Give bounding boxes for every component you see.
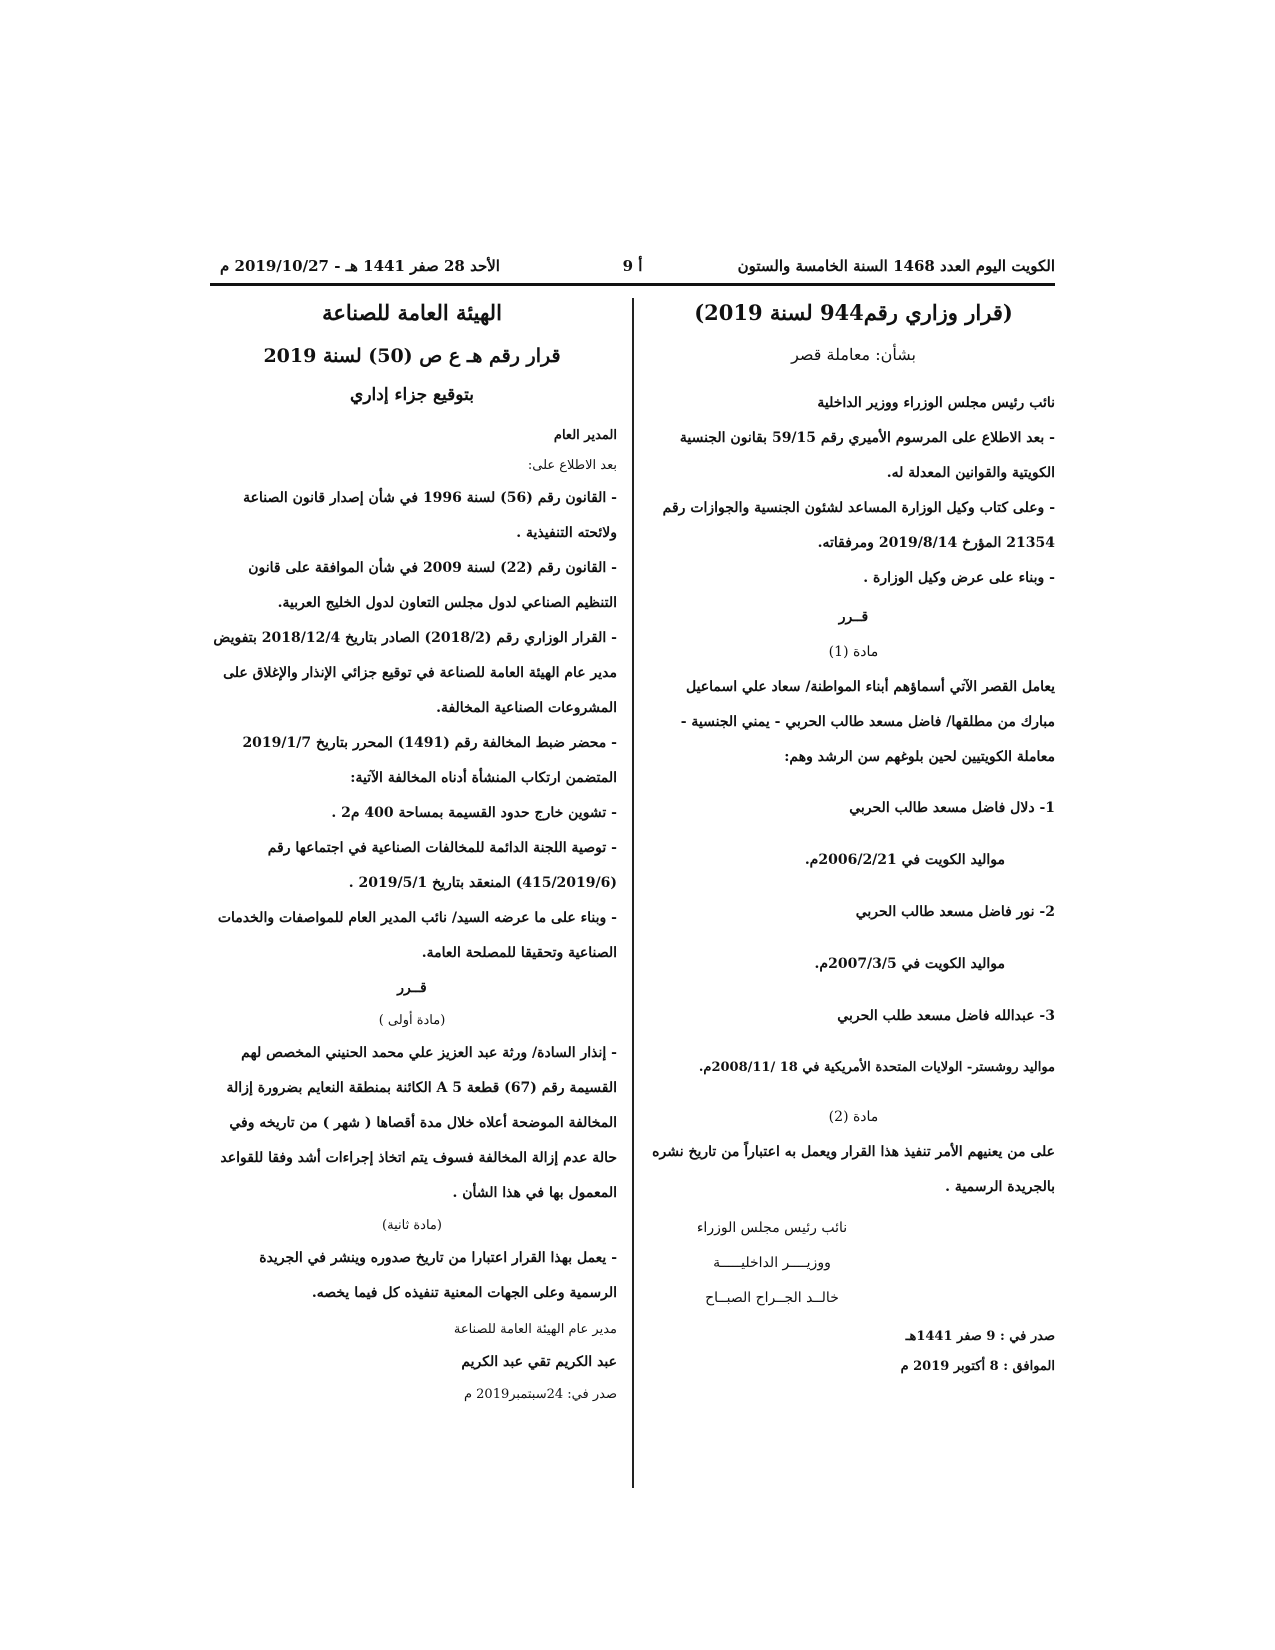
- review-item: - القانون رقم (22) لسنة 2009 في شأن الموافقة على قانون التنظيم الصناعي لدول مجلس التعاون لدول الخليج العربية.: [248, 560, 617, 611]
- signer-title: مدير عام الهيئة العامة للصناعة: [453, 1322, 617, 1337]
- child-birth: مواليد الكويت في 2006/2/21م.: [804, 852, 1005, 868]
- preamble-item: - بعد الاطلاع على المرسوم الأميري رقم 59/15 بقانون الجنسية الكويتية والقوانين المعدلة له.: [679, 430, 1055, 481]
- child-birth: مواليد الكويت في 2007/3/5م.: [814, 956, 1005, 972]
- review-item: - توصية اللجنة الدائمة للمخالفات الصناعية في اجتماعها رقم (415/2019/6) المنعقد بتاريخ 2019/5/1 .: [267, 840, 617, 891]
- child-name: 3- عبدالله فاضل مسعد طلب الحربي: [837, 1008, 1055, 1024]
- article-2-title: (مادة ثانية): [382, 1218, 442, 1233]
- decision-50-column: [207, 300, 617, 1410]
- decision-subject: بشأن: معاملة قصر: [791, 345, 916, 364]
- header-publication: الكويت اليوم العدد 1468 السنة الخامسة والستون: [737, 257, 1055, 275]
- signature-line: ووزيــــر الداخليـــــة: [713, 1255, 831, 1271]
- decided-heading: قــرر: [397, 980, 427, 996]
- review-item: - وبناء على ما عرضه السيد/ نائب المدير العام للمواصفات والخدمات الصناعية وتحقيقا للمصلحة العامة.: [217, 910, 617, 961]
- review-item: - محضر ضبط المخالفة رقم (1491) المحرر بتاريخ 2019/1/7 المتضمن ارتكاب المنشأة أدناه المخالفة الآتية:: [242, 735, 617, 786]
- decision-issuer: نائب رئيس مجلس الوزراء ووزير الداخلية: [817, 395, 1055, 411]
- decision-issuer: المدير العام: [553, 428, 617, 443]
- signature-line: نائب رئيس مجلس الوزراء: [696, 1220, 848, 1236]
- issued-date: صدر في: 24سبتمبر2019 م: [463, 1387, 617, 1402]
- article-2-text: - يعمل بهذا القرار اعتبارا من تاريخ صدوره وينشر في الجريدة الرسمية وعلى الجهات المعنية تنفيذه كل فيما يخصه.: [259, 1250, 617, 1301]
- decision-number: قرار رقم هـ ع ص (50) لسنة 2019: [263, 345, 561, 367]
- header-page-number: أ 9: [622, 257, 643, 275]
- article-2-text: على من يعنيهم الأمر تنفيذ هذا القرار ويعمل به اعتباراً من تاريخ نشره بالجريدة الرسمية .: [652, 1144, 1055, 1195]
- after-review: بعد الاطلاع على:: [527, 458, 617, 473]
- signature-block: [652, 1211, 892, 1316]
- decision-944-column: [652, 300, 1055, 1382]
- article-1-title: (مادة أولى ): [378, 1013, 446, 1028]
- issued-gregorian: الموافق : 8 أكتوبر 2019 م: [900, 1359, 1055, 1374]
- child-birth: مواليد روشستر- الولايات المتحدة الأمريكية في 18 /2008/11م.: [698, 1060, 1055, 1075]
- header-date: الأحد 28 صفر 1441 هـ - 2019/10/27 م: [220, 257, 500, 275]
- decision-title: (قرار وزاري رقم944 لسنة 2019): [694, 300, 1013, 325]
- article-1-text: يعامل القصر الآتي أسماؤهم أبناء المواطنة/ سعاد علي اسماعيل مبارك من مطلقها/ فاضل مسعد طالب الحربي - يمني الجنسية - معاملة الكويتيين لحين بلوغهم سن الرشد وهم:: [680, 679, 1055, 765]
- signature-name: خالــد الجــراح الصبــاح: [705, 1290, 839, 1306]
- article-2-title: مادة (2): [828, 1109, 879, 1125]
- page-header: [210, 253, 1055, 286]
- signer-name: عبد الكريم تقي عبد الكريم: [461, 1354, 617, 1370]
- review-item: - تشوين خارج حدود القسيمة بمساحة 400 م2 .: [331, 805, 617, 821]
- column-divider: [632, 298, 634, 1488]
- article-1-text: - إنذار السادة/ ورثة عبد العزيز علي محمد الحنيني المخصص لهم القسيمة رقم (67) قطعة A 5 الكائنة بمنطقة النعايم بضرورة إزالة المخالفة الموضحة أعلاه خلال مدة أقصاها ( شهر ) من تاريخه وفي حالة عدم إزالة المخالفة فسوف يتم اتخاذ إجراءات أشد وفقا للقواعد المعمول بها في هذا الشأن .: [220, 1045, 617, 1201]
- review-item: - القانون رقم (56) لسنة 1996 في شأن إصدار قانون الصناعة ولائحته التنفيذية .: [243, 490, 617, 541]
- decided-heading: قــرر: [838, 609, 869, 625]
- issued-hijri: صدر في : 9 صفر 1441هـ: [905, 1329, 1055, 1344]
- article-1-title: مادة (1): [828, 644, 879, 660]
- authority-title: الهيئة العامة للصناعة: [322, 300, 502, 325]
- child-name: 2- نور فاضل مسعد طالب الحربي: [855, 904, 1055, 920]
- child-name: 1- دلال فاضل مسعد طالب الحربي: [849, 800, 1055, 816]
- preamble-item: - وعلى كتاب وكيل الوزارة المساعد لشئون الجنسية والجوازات رقم 21354 المؤرخ 2019/8/14 ومرفقاته.: [662, 500, 1055, 551]
- review-item: - القرار الوزاري رقم (2018/2) الصادر بتاريخ 2018/12/4 بتفويض مدير عام الهيئة العامة للصناعة في توقيع جزائي الإنذار والإغلاق على المشروعات الصناعية المخالفة.: [213, 630, 617, 716]
- preamble-item: - وبناء على عرض وكيل الوزارة .: [863, 570, 1055, 586]
- decision-subject: بتوقيع جزاء إداري: [350, 385, 474, 405]
